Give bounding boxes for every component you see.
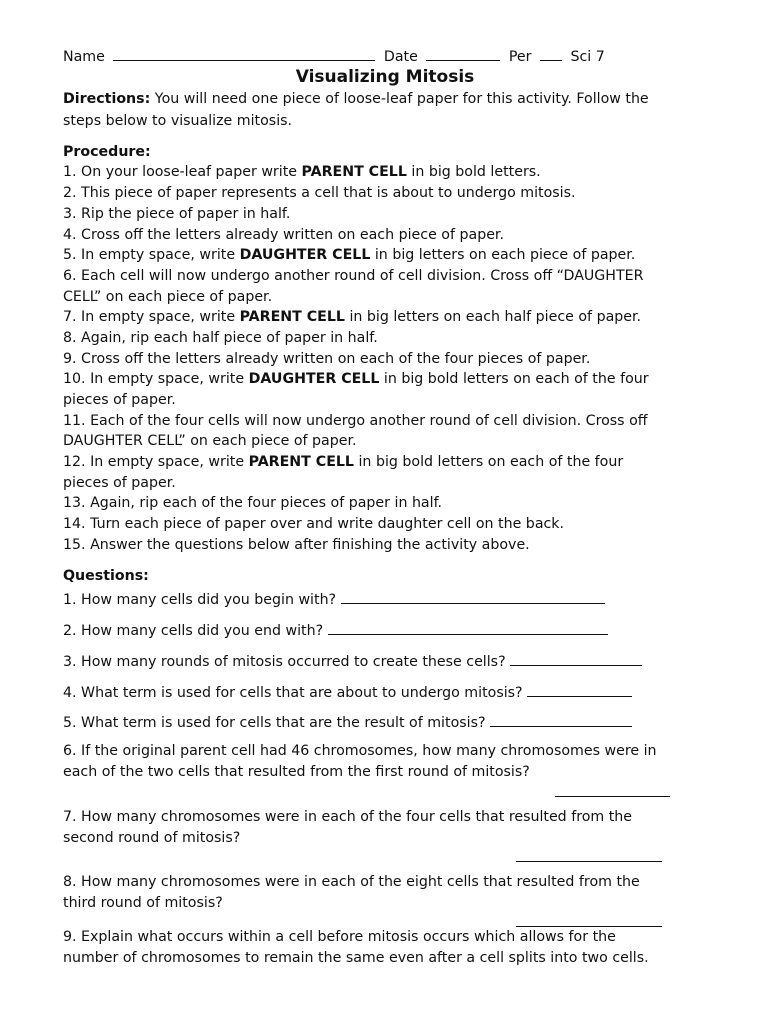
answer-blank-7[interactable] [516, 861, 662, 862]
question-6-line-2: each of the two cells that resulted from the first round of mitosis? [63, 764, 530, 780]
header-line [63, 46, 605, 65]
procedure-step-11-line-2: DAUGHTER CELL” on each piece of paper. [63, 433, 357, 449]
procedure-step-15: 15. Answer the questions below after finishing the activity above. [63, 537, 530, 553]
name-blank[interactable] [113, 46, 375, 61]
directions-line-2: steps below to visualize mitosis. [63, 113, 293, 129]
answer-blank-1[interactable] [341, 589, 605, 604]
page-title: Visualizing Mitosis [295, 67, 475, 87]
question-9-line-2: number of chromosomes to remain the same even after a cell splits into two cells. [63, 950, 649, 966]
procedure-step-14: 14. Turn each piece of paper over and write daughter cell on the back. [63, 516, 565, 532]
procedure-label: Procedure: [63, 144, 151, 160]
directions-label: Directions: [63, 91, 151, 107]
procedure-step-4: 4. Cross off the letters already written on each piece of paper. [63, 227, 504, 243]
procedure-step-7: 7. In empty space, write PARENT CELL in big letters on each half piece of paper. [63, 309, 642, 325]
question-5: 5. What term is used for cells that are the result of mitosis? [63, 712, 632, 731]
questions-label: Questions: [63, 568, 149, 584]
procedure-step-8: 8. Again, rip each half piece of paper in half. [63, 330, 378, 346]
procedure-step-12-line-1: 12. In empty space, write PARENT CELL in big bold letters on each of the four [63, 454, 624, 470]
question-9-line-1: 9. Explain what occurs within a cell before mitosis occurs which allows for the [63, 929, 616, 945]
per-blank[interactable] [540, 46, 562, 61]
question-2: 2. How many cells did you end with? [63, 620, 608, 639]
procedure-step-12-line-2: pieces of paper. [63, 475, 176, 491]
per-label: Per [508, 49, 532, 65]
answer-blank-5[interactable] [490, 712, 632, 727]
answer-blank-8[interactable] [516, 926, 662, 927]
directions-text: You will need one piece of loose-leaf paper for this activity. Follow the [154, 91, 649, 107]
procedure-step-5: 5. In empty space, write DAUGHTER CELL in big letters on each piece of paper. [63, 247, 636, 263]
name-label: Name [63, 49, 105, 65]
answer-blank-2[interactable] [328, 620, 608, 635]
procedure-step-1: 1. On your loose-leaf paper write PARENT CELL in big bold letters. [63, 164, 541, 180]
question-8-line-1: 8. How many chromosomes were in each of the eight cells that resulted from the [63, 874, 640, 890]
class-label: Sci 7 [570, 49, 605, 65]
procedure-step-11-line-1: 11. Each of the four cells will now undergo another round of cell division. Cross off [63, 413, 648, 429]
question-6-line-1: 6. If the original parent cell had 46 chromosomes, how many chromosomes were in [63, 743, 657, 759]
procedure-step-6-line-1: 6. Each cell will now undergo another round of cell division. Cross off “DAUGHTER [63, 268, 644, 284]
procedure-step-3: 3. Rip the piece of paper in half. [63, 206, 291, 222]
procedure-step-10-line-2: pieces of paper. [63, 392, 176, 408]
question-3: 3. How many rounds of mitosis occurred to create these cells? [63, 651, 642, 670]
question-7-line-1: 7. How many chromosomes were in each of the four cells that resulted from the [63, 809, 633, 825]
question-7-line-2: second round of mitosis? [63, 830, 241, 846]
procedure-step-6-line-2: CELL” on each piece of paper. [63, 289, 273, 305]
answer-blank-3[interactable] [510, 651, 642, 666]
question-1: 1. How many cells did you begin with? [63, 589, 605, 608]
date-label: Date [383, 49, 418, 65]
date-blank[interactable] [426, 46, 500, 61]
question-4: 4. What term is used for cells that are about to undergo mitosis? [63, 682, 632, 701]
answer-blank-6[interactable] [555, 796, 670, 797]
procedure-step-10-line-1: 10. In empty space, write DAUGHTER CELL in big bold letters on each of the four [63, 371, 649, 387]
directions-line-1 [63, 91, 649, 107]
procedure-step-13: 13. Again, rip each of the four pieces of paper in half. [63, 495, 443, 511]
procedure-step-2: 2. This piece of paper represents a cell that is about to undergo mitosis. [63, 185, 576, 201]
question-8-line-2: third round of mitosis? [63, 895, 223, 911]
answer-blank-4[interactable] [527, 682, 632, 697]
procedure-step-9: 9. Cross off the letters already written on each of the four pieces of paper. [63, 351, 591, 367]
